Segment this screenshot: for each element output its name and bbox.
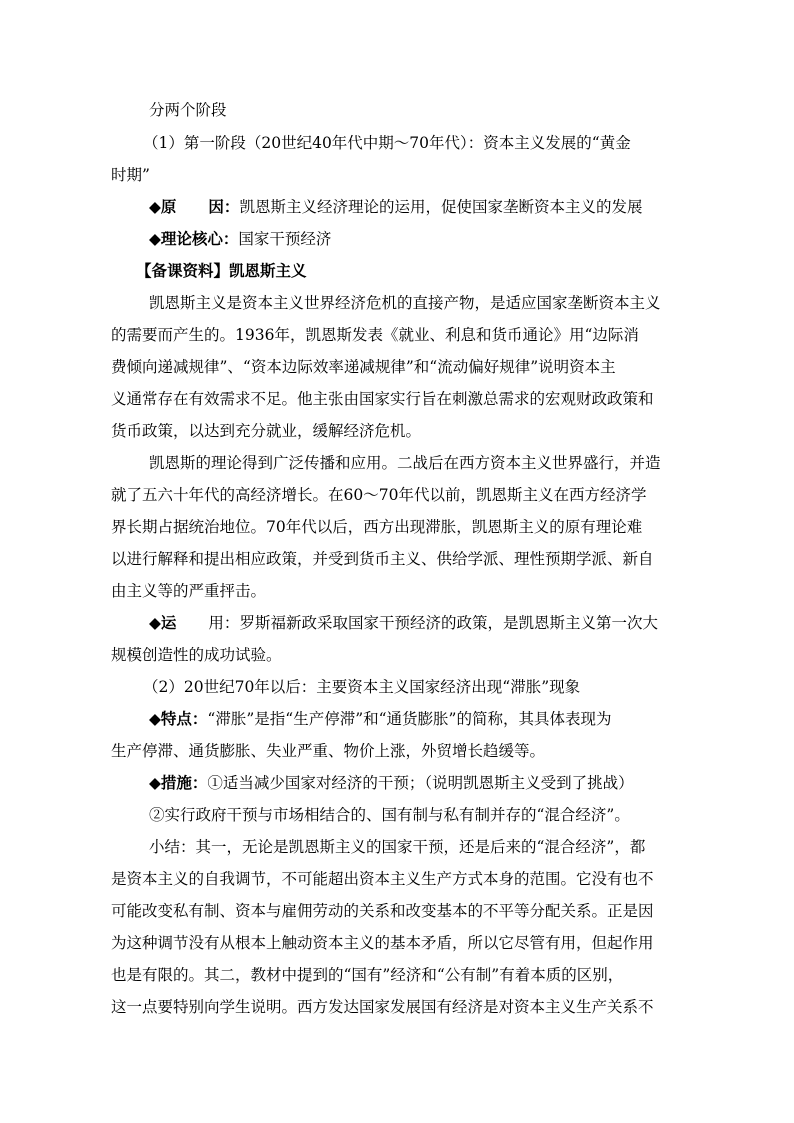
summary-line: 可能改变私有制、资本与雇佣劳动的关系和改变基本的不平等分配关系。正是因 — [111, 902, 654, 920]
feature-line — [149, 709, 686, 729]
use-line — [149, 613, 686, 633]
phase2-line: （2）20世纪70年以后：主要资本主义国家经济出现“滞胀”现象 — [143, 678, 581, 696]
material-heading: 【备课资料】凯恩斯主义 — [136, 261, 307, 280]
feature-label: ◆特点： — [149, 709, 208, 728]
feature-text: “滞胀”是指“生产停滞”和“通货膨胀”的简称，其具体表现为 — [207, 710, 612, 728]
core-line — [149, 229, 686, 249]
keynes-p2-line: 以进行解释和提出相应政策，并受到货币主义、供给学派、理性预期学派、新自 — [111, 550, 654, 568]
reason-label-2: 因： — [208, 197, 240, 216]
reason-text: 凯恩斯主义经济理论的运用，促使国家垄断资本主义的发展 — [239, 198, 643, 216]
measure-text: ①适当减少国家对经济的干预；（说明凯恩斯主义受到了挑战） — [207, 774, 634, 792]
use-text: 罗斯福新政采取国家干预经济的政策，是凯恩斯主义第一次大 — [239, 614, 658, 632]
use-line-2: 规模创造性的成功试验。 — [111, 646, 282, 664]
keynes-p1-line: 费倾向递减规律”、“资本边际效率递减规律”和“流动偏好规律”说明资本主 — [111, 358, 616, 376]
summary-line: 这一点要特别向学生说明。西方发达国家发展国有经济是对资本主义生产关系不 — [111, 998, 654, 1016]
summary-line: 是资本主义的自我调节，不可能超出资本主义生产方式本身的范围。它没有也不 — [111, 870, 654, 888]
keynes-p2-line: 就了五六十年代的高经济增长。在60～70年代以前，凯恩斯主义在西方经济学 — [111, 486, 647, 504]
use-label: ◆运 — [149, 613, 177, 632]
measure-label: ◆措施： — [149, 773, 208, 792]
phase1-line2: 时期” — [111, 166, 150, 184]
core-label: ◆理论核心： — [149, 229, 239, 248]
keynes-p1-line: 货币政策，以达到充分就业，缓解经济危机。 — [111, 422, 422, 440]
keynes-p2-line: 界长期占据统治地位。70年代以后，西方出现滞胀，凯恩斯主义的原有理论难 — [111, 518, 643, 536]
summary-line: 也是有限的。其二，教材中提到的“国有”经济和“公有制”有着本质的区别， — [111, 966, 624, 984]
keynes-p1-line: 义通常存在有效需求不足。他主张由国家实行旨在刺激总需求的宏观财政政策和 — [111, 390, 654, 408]
reason-label: ◆原 — [149, 197, 177, 216]
keynes-p1-line: 的需要而产生的。1936年，凯恩斯发表《就业、利息和货币通论》用“边际消 — [111, 326, 639, 344]
keynes-p2-line: 由主义等的严重抨击。 — [111, 582, 267, 600]
summary-line: 为这种调节没有从根本上触动资本主义的基本矛盾，所以它尽管有用，但起作用 — [111, 934, 654, 952]
keynes-p2-line: 凯恩斯的理论得到广泛传播和应用。二战后在西方资本主义世界盛行，并造 — [149, 454, 661, 472]
reason-line — [149, 197, 686, 217]
feature-line-2: 生产停滞、通货膨胀、失业严重、物价上涨，外贸增长趋缓等。 — [111, 742, 546, 760]
measure-line — [149, 773, 686, 793]
keynes-p1-line: 凯恩斯主义是资本主义世界经济危机的直接产物，是适应国家垄断资本主义 — [149, 294, 661, 312]
summary-line: 小结：其一，无论是凯恩斯主义的国家干预，还是后来的“混合经济”，都 — [149, 838, 646, 856]
use-label-2: 用： — [208, 614, 240, 632]
heading-phases: 分两个阶段 — [149, 101, 227, 119]
phase1-line1: （1）第一阶段（20世纪40年代中期～70年代）：资本主义发展的“黄金 — [143, 134, 631, 152]
core-text: 国家干预经济 — [238, 230, 332, 248]
measure-line-2: ②实行政府干预与市场相结合的、国有制与私有制并存的“混合经济”。 — [149, 806, 630, 824]
